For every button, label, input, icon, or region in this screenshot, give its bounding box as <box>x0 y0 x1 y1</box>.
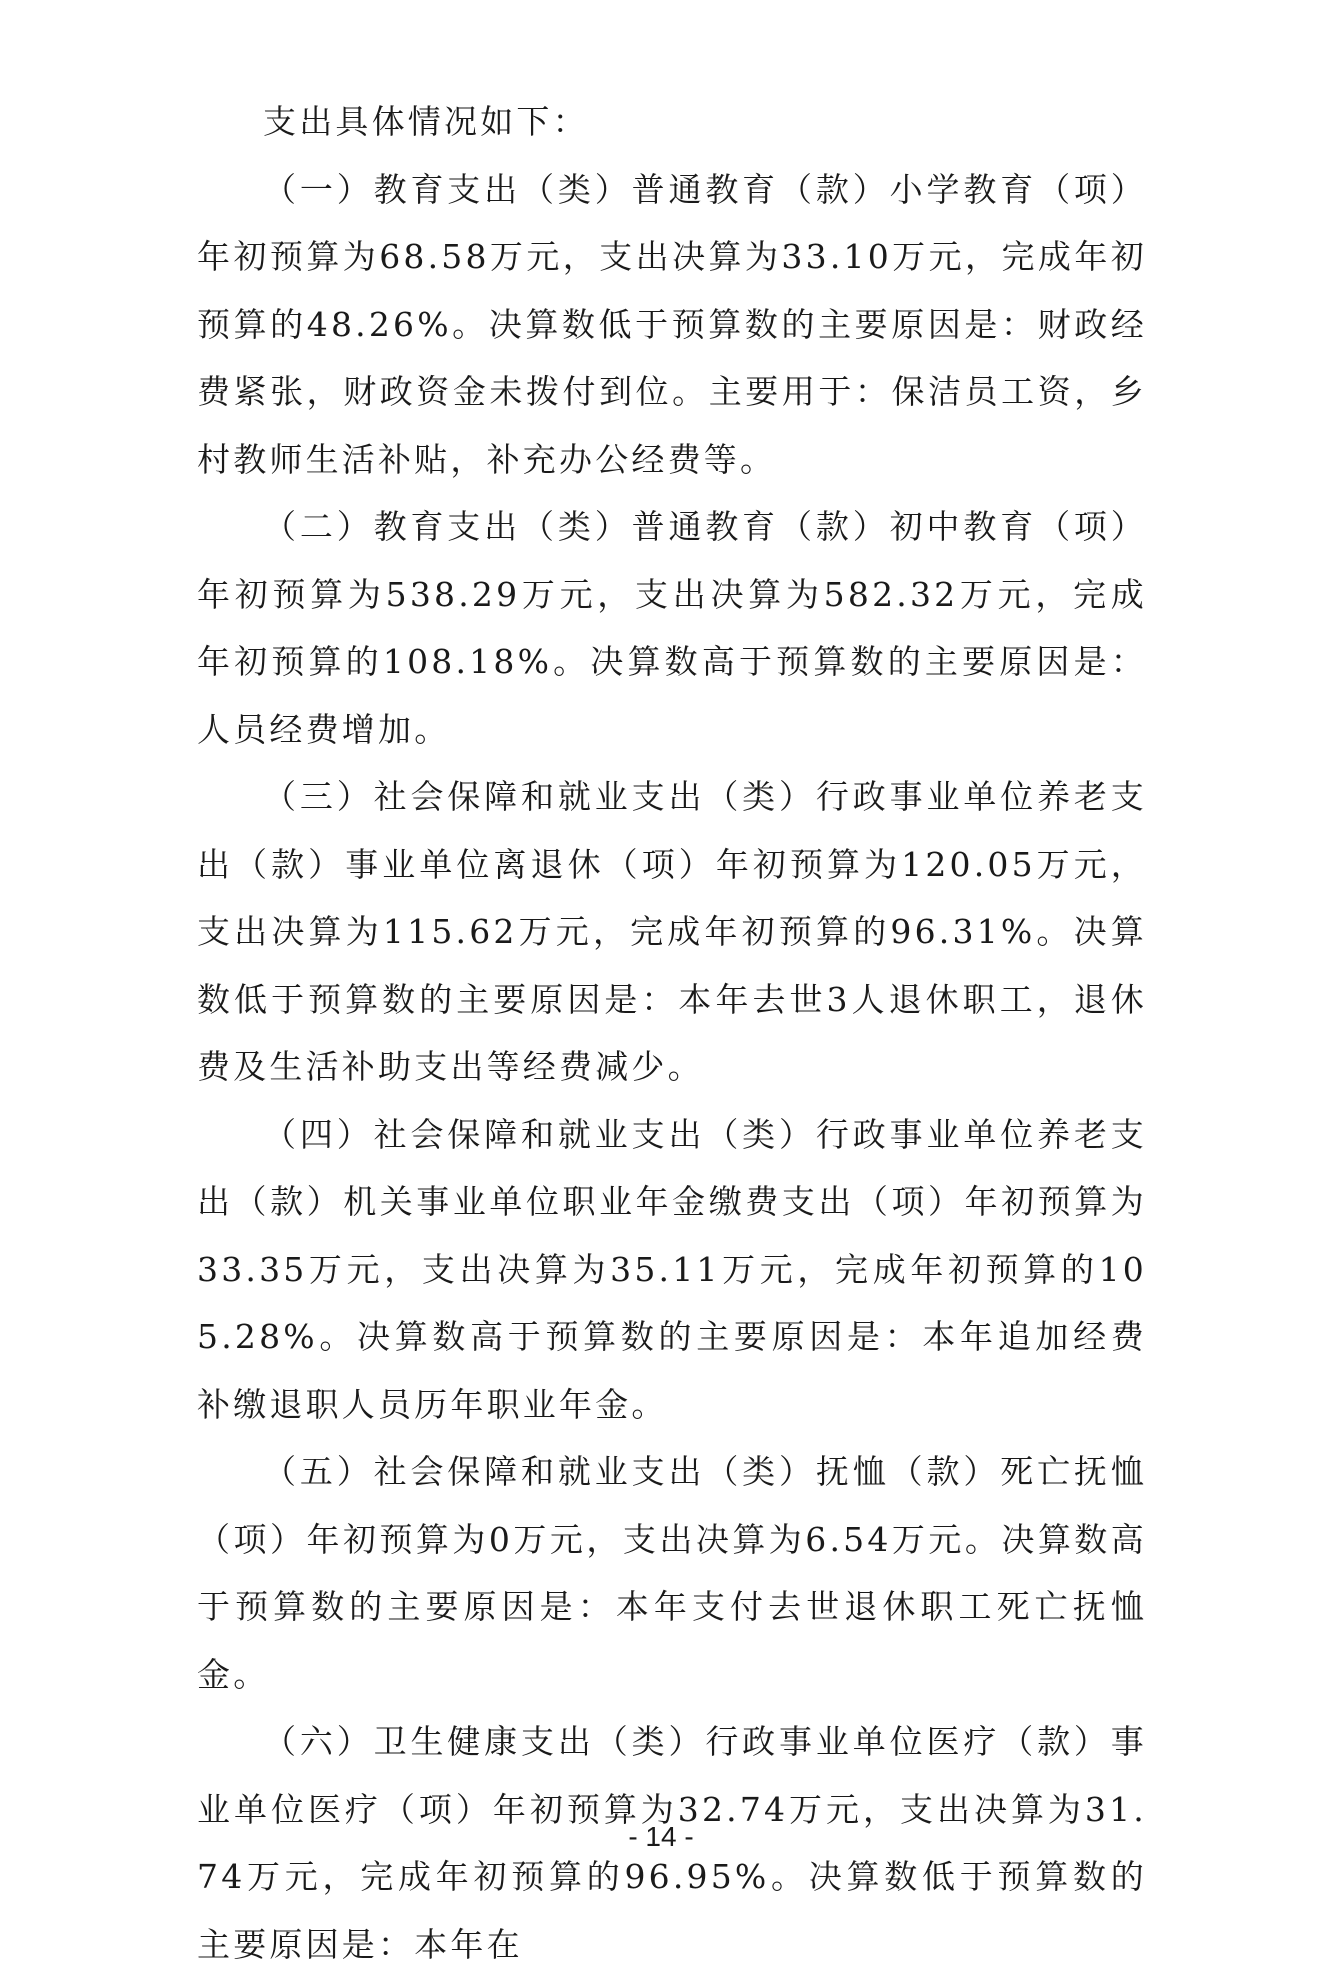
paragraph-item-4: （四）社会保障和就业支出（类）行政事业单位养老支出（款）机关事业单位职业年金缴费支出（项）年初预算为33.35万元，支出决算为35.11万元，完成年初预算的105.28%。决算数高于预算数的主要原因是：本年追加经费补缴退职人员历年职业年金。 <box>197 1114 1147 1424</box>
paragraph-item-5: （五）社会保障和就业支出（类）抚恤（款）死亡抚恤（项）年初预算为0万元，支出决算为6.54万元。决算数高于预算数的主要原因是：本年支付去世退休职工死亡抚恤金。 <box>197 1452 1147 1694</box>
document-body <box>197 88 1147 1978</box>
paragraph-intro: 支出具体情况如下： <box>263 102 589 141</box>
paragraph-item-2: （二）教育支出（类）普通教育（款）初中教育（项）年初预算为538.29万元，支出决算为582.32万元，完成年初预算的108.18%。决算数高于预算数的主要原因是：人员经费增加。 <box>197 507 1147 749</box>
page-number: - 14 - <box>628 1821 694 1852</box>
paragraph-item-6: （六）卫生健康支出（类）行政事业单位医疗（款）事业单位医疗（项）年初预算为32.74万元，支出决算为31.74万元，完成年初预算的96.95%。决算数低于预算数的主要原因是：本年在 <box>197 1722 1147 1964</box>
paragraph-item-1: （一）教育支出（类）普通教育（款）小学教育（项）年初预算为68.58万元，支出决算为33.10万元，完成年初预算的48.26%。决算数低于预算数的主要原因是：财政经费紧张，财政资金未拨付到位。主要用于：保洁员工资，乡村教师生活补贴，补充办公经费等。 <box>197 169 1147 479</box>
paragraph-item-3: （三）社会保障和就业支出（类）行政事业单位养老支出（款）事业单位离退休（项）年初预算为120.05万元，支出决算为115.62万元，完成年初预算的96.31%。决算数低于预算数的主要原因是：本年去世3人退休职工，退休费及生活补助支出等经费减少。 <box>197 777 1147 1086</box>
